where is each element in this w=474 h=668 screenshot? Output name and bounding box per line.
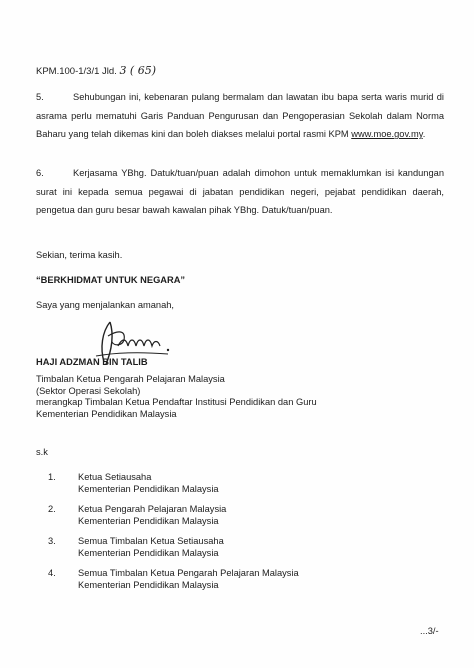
cc-line2: Kementerian Pendidikan Malaysia xyxy=(78,547,219,558)
cc-label: s.k xyxy=(36,447,48,457)
portal-link[interactable]: www.moe.gov.my xyxy=(351,129,423,140)
reference-code: KPM.100-1/3/1 Jld. xyxy=(36,66,117,77)
paragraph-number: 6. xyxy=(36,168,44,178)
closing-line: Sekian, terima kasih. xyxy=(36,250,123,260)
signatory-titles xyxy=(36,374,317,420)
paragraph-5 xyxy=(36,88,444,144)
cc-number: 2. xyxy=(48,504,56,514)
cc-line1: Semua Timbalan Ketua Setiausaha xyxy=(78,536,224,546)
signatory-additional-role: merangkap Timbalan Ketua Pendaftar Institusi Pendidikan dan Guru xyxy=(36,397,317,407)
paragraph-text-end: . xyxy=(422,129,426,140)
signatory-title: Timbalan Ketua Pengarah Pelajaran Malaysia xyxy=(36,374,225,384)
reference-number xyxy=(36,64,156,77)
motto: “BERKHIDMAT UNTUK NEGARA” xyxy=(36,275,186,285)
paragraph-number: 5. xyxy=(36,92,44,102)
cc-number: 1. xyxy=(48,472,56,482)
reference-handwritten: 3 ( 65) xyxy=(119,64,157,77)
page-continuation-marker: ...3/- xyxy=(420,626,439,636)
signatory-name: HAJI ADZMAN BIN TALIB xyxy=(36,357,148,367)
cc-number: 4. xyxy=(48,568,56,578)
cc-line1: Ketua Pengarah Pelajaran Malaysia xyxy=(78,504,227,514)
cc-line2: Kementerian Pendidikan Malaysia xyxy=(78,579,219,590)
signatory-ministry: Kementerian Pendidikan Malaysia xyxy=(36,408,177,419)
paragraph-text: Kerjasama YBhg. Datuk/tuan/puan adalah dimohon untuk memaklumkan isi kandungan surat ini kepada semua pegawai di jabatan pendidikan negeri, pejabat pendidikan daerah, pengetua dan guru besar bawah kawalan pihak YBhg. Datuk/tuan/puan. xyxy=(36,168,444,216)
paragraph-text: Sehubungan ini, kebenaran pulang bermalam dan lawatan ibu bapa serta waris murid di asrama perlu mematuhi Garis Panduan Pengurusan dan Pengoperasian Sekolah dalam Norma Baharu yang telah dikemas kini dan boleh diakses melalui portal rasmi KPM xyxy=(36,92,444,140)
signatory-sector: (Sektor Operasi Sekolah) xyxy=(36,385,141,396)
cc-line2: Kementerian Pendidikan Malaysia xyxy=(78,515,219,526)
cc-line1: Ketua Setiausaha xyxy=(78,472,152,482)
paragraph-6 xyxy=(36,164,444,220)
cc-number: 3. xyxy=(48,536,56,546)
cc-line1: Semua Timbalan Ketua Pengarah Pelajaran Malaysia xyxy=(78,568,299,578)
trust-line: Saya yang menjalankan amanah, xyxy=(36,300,174,310)
cc-line2: Kementerian Pendidikan Malaysia xyxy=(78,483,219,494)
